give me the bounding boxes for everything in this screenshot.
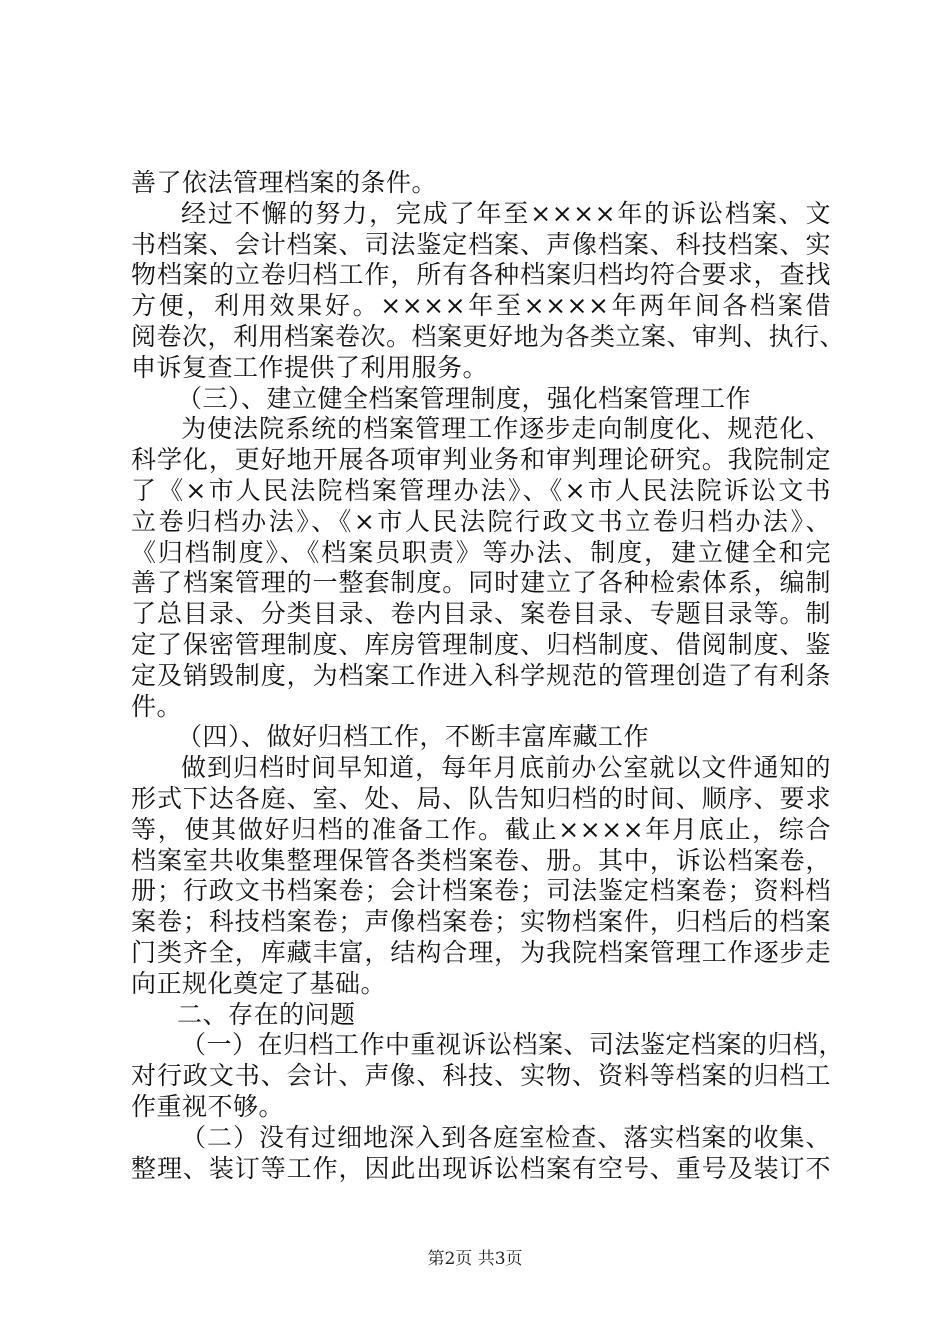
text-line: 档案室共收集整理保管各类档案卷、册。其中，诉讼档案卷，: [131, 845, 831, 875]
text-line: 作重视不够。: [131, 1091, 285, 1121]
text-line: 善了档案管理的一整套制度。同时建立了各种检索体系，编制: [131, 568, 831, 598]
text-line: 二、存在的问题: [177, 999, 356, 1029]
text-line: 阅卷次，利用档案卷次。档案更好地为各类立案、审判、执行、: [131, 321, 846, 351]
text-line: 对行政文书、会计、声像、科技、实物、资料等档案的归档工: [131, 1061, 831, 1091]
text-line: 件。: [131, 691, 183, 721]
text-line: 门类齐全，库藏丰富，结构合理，为我院档案管理工作逐步走: [131, 937, 831, 967]
text-line: 整理、装订等工作，因此出现诉讼档案有空号、重号及装订不: [131, 1153, 831, 1183]
text-line: （四）、做好归档工作，不断丰富库藏工作: [177, 722, 650, 752]
text-line: 定了保密管理制度、库房管理制度、归档制度、借阅制度、鉴: [131, 629, 831, 659]
text-line: 形式下达各庭、室、处、局、队告知归档的时间、顺序、要求: [131, 783, 831, 813]
document-body: [131, 168, 846, 1184]
text-line: 《归档制度》、《档案员职责》等办法、制度，建立健全和完: [131, 537, 831, 567]
text-line: 科学化，更好地开展各项审判业务和审判理论研究。我院制定: [131, 445, 831, 475]
text-line: 了《×市人民法院档案管理办法》、《×市人民法院诉讼文书: [131, 475, 831, 505]
text-line: 等，使其做好归档的准备工作。截止××××年月底止，综合: [131, 814, 831, 844]
page-footer: 第2页 共3页: [427, 1249, 523, 1269]
text-line: 向正规化奠定了基础。: [131, 968, 387, 998]
text-line: 书档案、会计档案、司法鉴定档案、声像档案、科技档案、实: [131, 229, 831, 259]
text-line: （三）、建立健全档案管理制度，强化档案管理工作: [177, 383, 752, 413]
text-line: 为使法院系统的档案管理工作逐步走向制度化、规范化、: [181, 414, 831, 444]
text-line: 物档案的立卷归档工作，所有各种档案归档均符合要求，查找: [131, 260, 831, 290]
text-line: 经过不懈的努力，完成了年至××××年的诉讼档案、文: [181, 198, 831, 228]
text-line: 案卷；科技档案卷；声像档案卷；实物档案件，归档后的档案: [131, 907, 831, 937]
text-line: 立卷归档办法》、《×市人民法院行政文书立卷归档办法》、: [131, 506, 831, 536]
text-line: 方便，利用效果好。××××年至××××年两年间各档案借: [131, 291, 831, 321]
text-line: 善了依法管理档案的条件。: [131, 168, 438, 197]
text-line: 申诉复查工作提供了利用服务。: [131, 352, 489, 382]
text-line: （一）在归档工作中重视诉讼档案、司法鉴定档案的归档，: [181, 1030, 845, 1060]
text-line: （二）没有过细地深入到各庭室检查、落实档案的收集、: [181, 1122, 831, 1152]
text-line: 定及销毁制度，为档案工作进入科学规范的管理创造了有利条: [131, 660, 831, 690]
text-line: 册；行政文书档案卷；会计档案卷；司法鉴定档案卷；资料档: [131, 876, 831, 906]
text-line: 做到归档时间早知道，每年月底前办公室就以文件通知的: [181, 753, 831, 783]
text-line: 了总目录、分类目录、卷内目录、案卷目录、专题目录等。制: [131, 599, 831, 629]
